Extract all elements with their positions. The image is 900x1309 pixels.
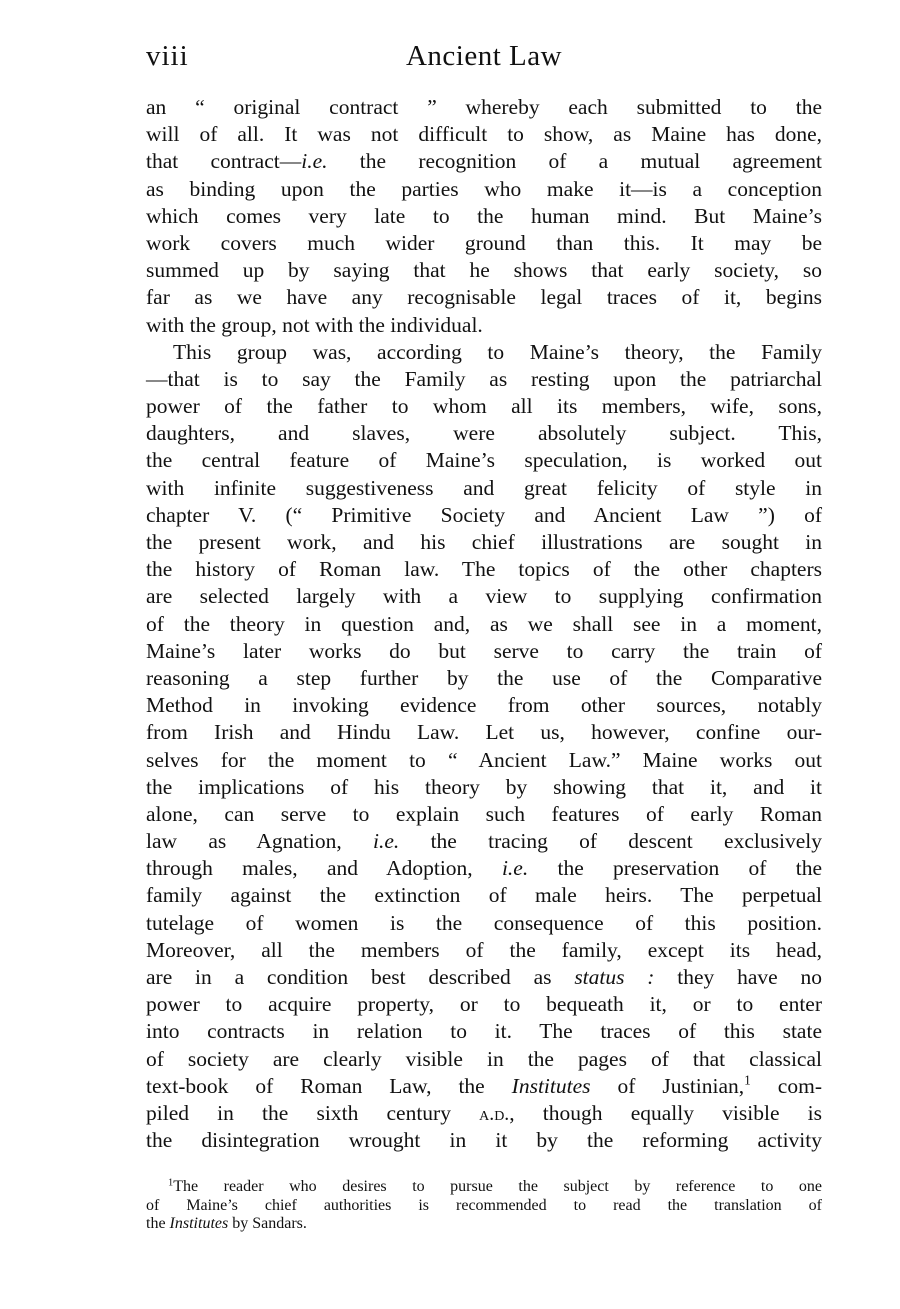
- text-run: are in a condition best described as: [146, 965, 575, 989]
- paragraph-2: [146, 339, 822, 1155]
- text-line: the disintegration wrought in it by the reforming activity: [146, 1128, 822, 1153]
- text-line: will of all. It was not difficult to show, as Maine has done,: [146, 122, 822, 147]
- text-line: as binding upon the parties who make it—is a conception: [146, 176, 822, 201]
- text-run: they have no: [654, 965, 822, 989]
- italic-term: status :: [574, 965, 655, 989]
- text-line: which comes very late to the human mind. But Maine’s: [146, 203, 822, 228]
- page-number: viii: [146, 40, 189, 72]
- text-line: [146, 828, 822, 855]
- text-line: family against the extinction of male heirs. The perpetual: [146, 883, 822, 908]
- text-line: alone, can serve to explain such features of early Roman: [146, 801, 822, 826]
- footnote-line: [146, 1215, 822, 1234]
- text-run: the preservation of the: [528, 856, 822, 881]
- text-line: the history of Roman law. The topics of the other chapters: [146, 557, 822, 582]
- footnote: [146, 1178, 822, 1234]
- footnote-reference: 1: [744, 1072, 751, 1088]
- text-line: This group was, according to Maine’s theory, the Family: [173, 339, 822, 364]
- text-line: the central feature of Maine’s speculation, is worked out: [146, 448, 822, 473]
- italic-title: Institutes: [169, 1215, 229, 1232]
- text-line: [146, 855, 822, 882]
- paragraph-1: [146, 94, 822, 339]
- text-line: of the theory in question and, as we shall see in a moment,: [146, 611, 822, 636]
- text-run: piled in the sixth century: [146, 1100, 480, 1125]
- text-line: that contract—i.e. the recognition of a mutual agreement: [146, 149, 822, 174]
- text-line: power of the father to whom all its members, wife, sons,: [146, 394, 822, 419]
- text-line: chapter V. (“ Primitive Society and Ancient Law ”) of: [146, 502, 822, 527]
- text-line: —that is to say the Family as resting upon the patriarchal: [146, 366, 822, 391]
- footnote-line: of Maine’s chief authorities is recommended to read the translation of: [146, 1196, 822, 1214]
- text-line: selves for the moment to “ Ancient Law.” Maine works out: [146, 747, 822, 772]
- body-text: [146, 94, 822, 1154]
- text-run: the tracing of descent exclusively: [399, 829, 822, 854]
- text-run: text-book of Roman Law, the: [146, 1073, 512, 1098]
- running-title: Ancient Law: [405, 40, 563, 72]
- text-run: of Justinian,: [590, 1073, 745, 1098]
- text-line: Maine’s later works do but serve to carry the train of: [146, 638, 822, 663]
- text-line: the present work, and his chief illustrations are sought in: [146, 530, 822, 554]
- text-line: [146, 964, 822, 991]
- text-line: an “ original contract ” whereby each submitted to the: [146, 95, 822, 119]
- text-line: with infinite suggestiveness and great felicity of style in: [146, 475, 822, 500]
- italic-abbreviation: i.e.: [373, 829, 400, 854]
- text-line: work covers much wider ground than this. It may be: [146, 230, 822, 255]
- text-line: of society are clearly visible in the pages of that classical: [146, 1046, 822, 1071]
- italic-title: Institutes: [511, 1073, 591, 1098]
- text-line: Method in invoking evidence from other sources, notably: [146, 693, 822, 718]
- running-head: [146, 36, 822, 76]
- text-line: from Irish and Hindu Law. Let us, however, confine our-: [146, 720, 822, 745]
- text-run: through males, and Adoption,: [146, 856, 502, 881]
- text-run: law as Agnation,: [146, 829, 374, 854]
- text-run: com-: [750, 1073, 822, 1098]
- italic-abbreviation: i.e.: [501, 856, 529, 881]
- small-caps-era: a.d.: [479, 1102, 510, 1125]
- text-line: [146, 1073, 822, 1100]
- text-line: summed up by saying that he shows that early society, so: [146, 258, 822, 283]
- text-line: far as we have any recognisable legal traces of it, begins: [146, 285, 822, 310]
- text-line: reasoning a step further by the use of the Comparative: [146, 665, 822, 690]
- text-line: [146, 1100, 822, 1127]
- text-run: , though equally visible is: [509, 1100, 822, 1125]
- text-line: with the group, not with the individual.: [146, 312, 483, 337]
- footnote-line: [146, 1178, 822, 1197]
- text-run: The reader who desires to pursue the subject by reference to one: [173, 1178, 822, 1195]
- text-run: by Sandars.: [228, 1215, 307, 1232]
- text-line: daughters, and slaves, were absolutely subject. This,: [146, 421, 822, 446]
- text-line: power to acquire property, or to bequeath it, or to enter: [146, 992, 822, 1017]
- text-line: Moreover, all the members of the family, except its head,: [146, 937, 822, 962]
- footnote-marker: 1: [168, 1177, 174, 1189]
- text-line: are selected largely with a view to supplying confirmation: [146, 584, 822, 609]
- text-line: the implications of his theory by showing that it, and it: [146, 774, 822, 799]
- text-line: into contracts in relation to it. The traces of this state: [146, 1019, 822, 1044]
- text-line: tutelage of women is the consequence of this position.: [146, 910, 822, 935]
- text-run: the: [146, 1215, 170, 1232]
